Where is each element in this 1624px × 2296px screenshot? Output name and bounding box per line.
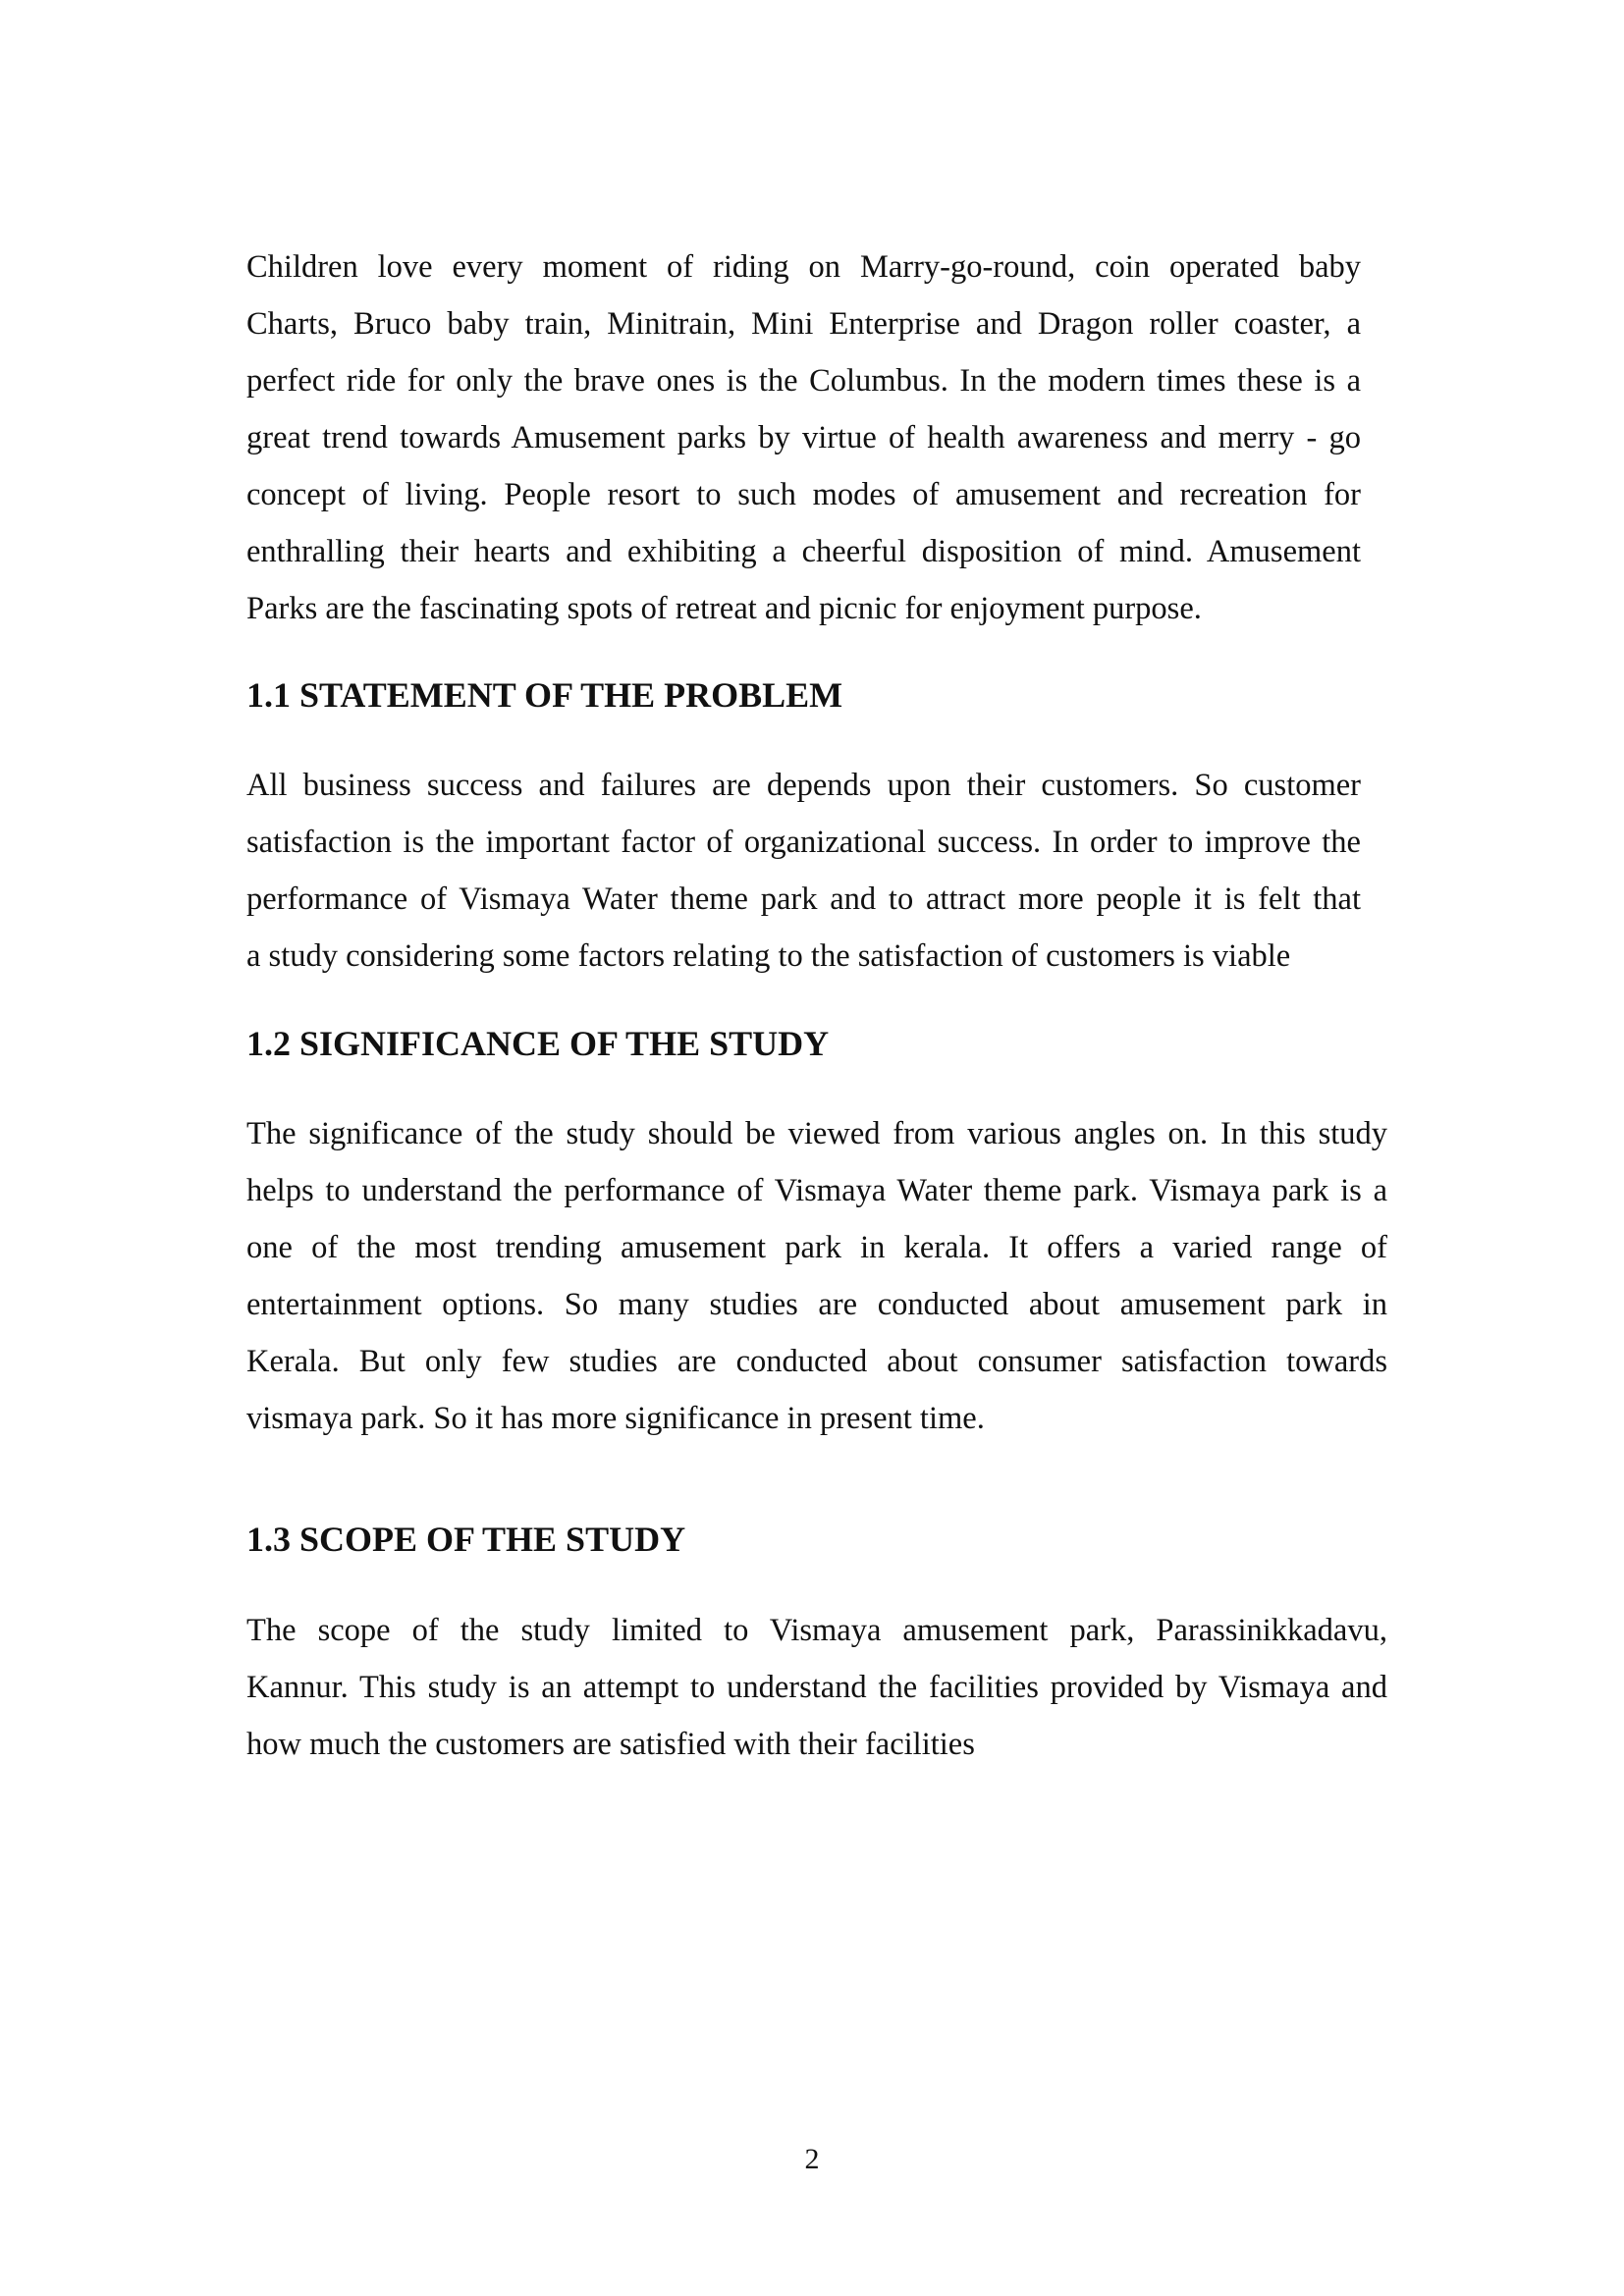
- intro-line: great trend towards Amusement parks by virtue of health awareness and merry - go: [246, 420, 1361, 455]
- significance-line: helps to understand the performance of Vismaya Water theme park. Vismaya park is a: [246, 1173, 1387, 1208]
- significance-line: one of the most trending amusement park in kerala. It offers a varied range of: [246, 1230, 1387, 1265]
- intro-line: perfect ride for only the brave ones is the Columbus. In the modern times these is a: [246, 363, 1361, 399]
- statement-line: satisfaction is the important factor of organizational success. In order to improve the: [246, 825, 1361, 860]
- intro-line: Parks are the fascinating spots of retreat and picnic for enjoyment purpose.: [246, 591, 1202, 626]
- statement-paragraph: [246, 757, 1361, 985]
- intro-line: enthralling their hearts and exhibiting a cheerful disposition of mind. Amusement: [246, 534, 1361, 569]
- scope-line: Kannur. This study is an attempt to understand the facilities provided by Vismaya and: [246, 1670, 1387, 1705]
- intro-line: Children love every moment of riding on Marry-go-round, coin operated baby: [246, 249, 1361, 285]
- significance-line: Kerala. But only few studies are conducted about consumer satisfaction towards: [246, 1344, 1387, 1379]
- statement-line: All business success and failures are depends upon their customers. So customer: [246, 768, 1361, 803]
- statement-line: a study considering some factors relating to the satisfaction of customers is viable: [246, 938, 1291, 974]
- scope-line: how much the customers are satisfied with their facilities: [246, 1727, 975, 1762]
- statement-heading: 1.1 STATEMENT OF THE PROBLEM: [246, 675, 843, 715]
- scope-paragraph: [246, 1602, 1387, 1773]
- significance-line: entertainment options. So many studies are conducted about amusement park in: [246, 1287, 1387, 1322]
- significance-heading: 1.2 SIGNIFICANCE OF THE STUDY: [246, 1024, 830, 1063]
- scope-line: The scope of the study limited to Vismaya amusement park, Parassinikkadavu,: [246, 1613, 1387, 1648]
- significance-paragraph: [246, 1105, 1387, 1447]
- intro-line: Charts, Bruco baby train, Minitrain, Mini Enterprise and Dragon roller coaster, a: [246, 306, 1361, 342]
- significance-line: vismaya park. So it has more significance in present time.: [246, 1401, 985, 1436]
- intro-paragraph: [246, 239, 1361, 637]
- scope-heading: 1.3 SCOPE OF THE STUDY: [246, 1520, 686, 1559]
- significance-line: The significance of the study should be viewed from various angles on. In this study: [246, 1116, 1387, 1151]
- page-number: 2: [804, 2143, 820, 2175]
- statement-line: performance of Vismaya Water theme park and to attract more people it is felt that: [246, 881, 1361, 917]
- intro-line: concept of living. People resort to such modes of amusement and recreation for: [246, 477, 1361, 512]
